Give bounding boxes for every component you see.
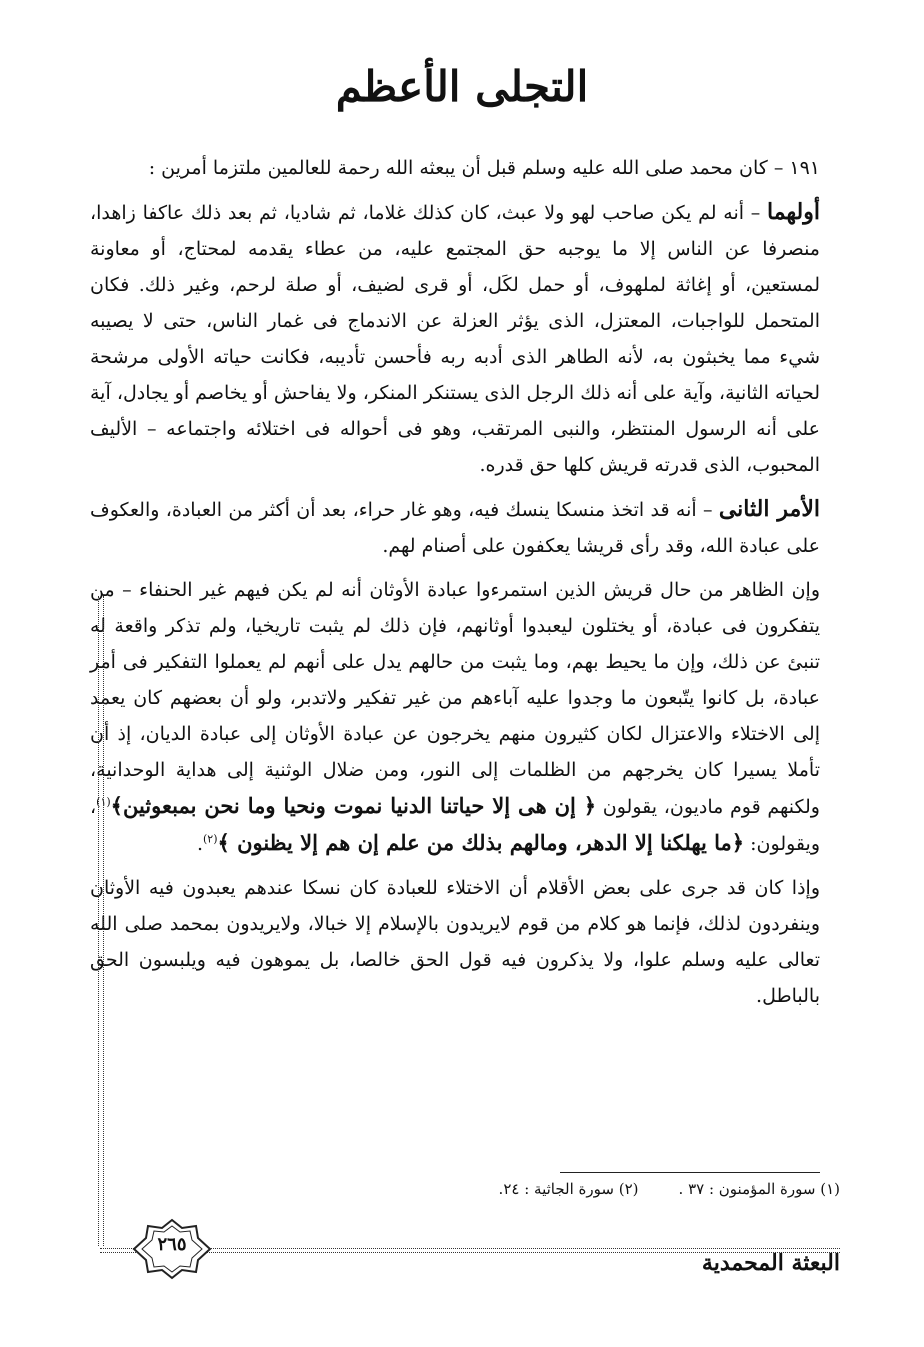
quraysh-text-mid: ، ويقولون: [90,796,820,855]
first-matter-heading: أولهما [766,199,820,225]
second-matter-text: – أنه قد اتخذ منسكا ينسك فيه، وهو غار حراء، بعد أن أكثر من العبادة، والعكوف على عبادة الله، وقد رأى قريشا يعكفون على أصنام لهم. [90,499,820,557]
claims-text: وإذا كان قد جرى على بعض الأقلام أن الاختلاء للعبادة كان نسكا عندهم يعبدون فيه الأوثان وينفردون لذلك، فإنما هو كلام من قوم لايريدون بالإسلام إلا خبالا، ولايريدون بمحمد صلى الله تعالى عليه وسلم علوا، ولا يذكرون فيه قول الحق خالصا، بل يموهون فيه ويلبسون الحق بالباطل. [90,877,820,1007]
page-title: التجلى الأعظم [335,62,589,111]
quraysh-text: وإن الظاهر من حال قريش الذين استمرءوا عبادة الأوثان أنه لم يكن فيهم غير الحنفاء – من يتفكرون فى عبادة، أو يختلون ليعبدوا أوثانهم، فإن ذلك لم يثبت تاريخيا، ولم تذكر واقعة له تنبئ عن ذلك، وإن ما يحيط بهم، وما يثبت من حالهم يدل على أنهم لم يعملوا التفكير فى أمر عبادة، بل كانوا يتّبعون ما وجدوا عليه آباءهم من غير تفكير ولاتدبر، ولو أن بعضهم كان يعمد إلى الاختلاء والاعتزال لكان كثيرون منهم يخرجون عن عبادة الأوثان إلى عبادة الديان، إذ أن تأملا يسيرا كان يخرجهم من الظلمات إلى النور، ومن ضلال الوثنية إلى هداية الوحدانية، ولكنهم قوم ماديون، يقولون [90,579,820,818]
footnote-2: (٢) سورة الجاثية : ٢٤. [498,1180,639,1198]
footnote-ref-1: (١) [96,795,111,809]
footnotes [380,1180,840,1198]
paragraph-claims [90,870,820,1014]
second-matter-heading: الأمر الثانى [718,496,821,522]
paragraph-second-matter [90,491,820,564]
main-text [90,150,820,1022]
quraysh-text-end: . [196,833,203,855]
first-matter-text: – أنه لم يكن صاحب لهو ولا عبث، كان كذلك غلاما، ثم شاديا، ثم بعد ذلك عاكفا زاهدا، منصرفا عن الناس إلا ما يوجبه حق المجتمع عليه، من عطاء يقدمه لمحتاج، أو معاونة لمستعين، أو إغاثة لملهوف، أو حمل لكَل، أو قرى لضيف، أو صلة لرحم، وغير ذلك. فكان المتحمل للواجبات، المعتزل، الذى يؤثر العزلة عن الاندماج فى غمار الناس، حتى لا يصيبه شيء مما يخبثون به، لأنه الطاهر الذى أدبه ربه فأحسن تأديبه، فكانت حياته الأولى مرشحة لحياته الثانية، وآية على أنه ذلك الرجل الذى يستنكر المنكر، ولا يفاحش أو يخاصم أو يجادل، آية على أنه الرسول المنتظر، والنبى المرتقب، وهو فى أحواله فى اختلائه واجتماعه – الأليف المحبوب، الذى قدرته قريش كلها حق قدره. [90,202,820,476]
footnote-divider [560,1172,820,1173]
page-number: ٢٦٥ [157,1234,187,1255]
footnote-ref-2: (٢) [202,832,218,846]
paragraph-intro-text: ١٩١ – كان محمد صلى الله عليه وسلم قبل أن يبعثه الله رحمة للعالمين ملتزما أمرين : [148,157,820,179]
decorative-border-vertical [98,596,104,1246]
paragraph-first-matter [90,194,820,483]
quran-verse-2: ﴿ما يهلكنا إلا الدهر، ومالهم بذلك من علم إن هم إلا يظنون ﴾ [217,830,745,855]
quran-verse-1: ﴿ إن هى إلا حياتنا الدنيا نموت ونحيا وما نحن بمبعوثين﴾ [110,793,597,818]
paragraph-intro [90,150,820,186]
footnote-1: (١) سورة المؤمنون : ٣٧ . [678,1180,840,1198]
paragraph-quraysh [90,572,820,862]
book-title: البعثة المحمدية [701,1250,840,1276]
